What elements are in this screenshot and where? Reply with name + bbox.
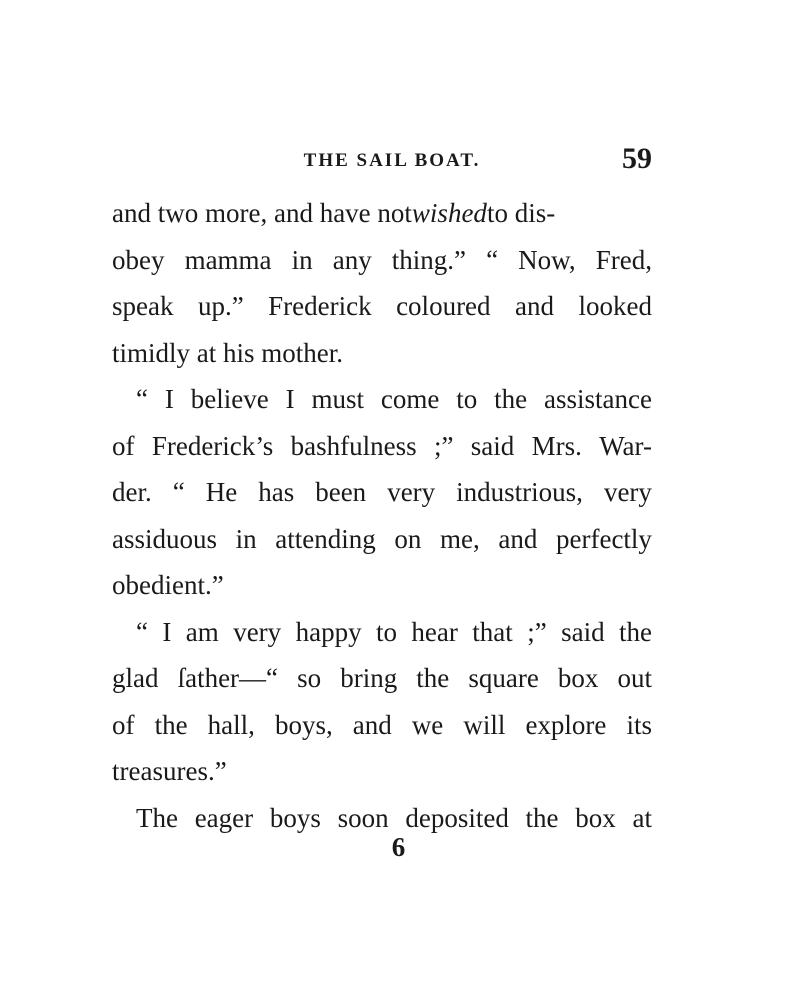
word: War- (599, 430, 652, 461)
word: square (468, 663, 539, 693)
text-line (112, 469, 652, 516)
word: will (463, 709, 506, 740)
word: perfectly (556, 523, 652, 554)
word: ;” (433, 430, 454, 461)
word: der. (112, 477, 152, 507)
word: been (315, 477, 367, 507)
body-text (112, 190, 652, 841)
text-line (112, 423, 652, 470)
word: “ (136, 384, 148, 414)
word: any (332, 244, 372, 275)
word: Frederick’s (151, 430, 274, 461)
word: coloured (396, 291, 491, 321)
word: the (619, 616, 652, 647)
text-line (112, 655, 652, 702)
word: deposited (405, 802, 509, 833)
word: and (352, 709, 392, 740)
word: said (470, 430, 515, 461)
word: Now, (518, 244, 576, 275)
word: very (387, 477, 436, 507)
word: of (112, 709, 135, 740)
word: I (164, 384, 174, 414)
word: very (603, 477, 652, 507)
text-line (112, 190, 652, 237)
word: has (258, 477, 295, 507)
running-head (112, 138, 652, 182)
word: hear (411, 616, 458, 647)
word: out (617, 663, 652, 693)
word: bashfulness (290, 430, 417, 461)
word: to (456, 384, 478, 414)
word: and (498, 523, 538, 554)
word: up.” (197, 291, 244, 321)
word: I (285, 384, 295, 414)
word: boys (269, 802, 321, 833)
word: hall, (207, 709, 255, 740)
word: “ (136, 616, 148, 647)
word: assistance (543, 384, 652, 414)
word: me, (440, 523, 480, 554)
text-line: treasures.” (112, 756, 227, 786)
word: I (162, 616, 172, 647)
page-number: 59 (622, 142, 652, 175)
word: obey (112, 244, 165, 275)
text-line (112, 237, 652, 284)
word: The (136, 802, 178, 833)
word: industrious, (456, 477, 583, 507)
word: of (112, 430, 135, 461)
word: assiduous (112, 523, 218, 554)
word: “ (172, 477, 185, 507)
word: attending (275, 523, 376, 554)
text-line (112, 376, 652, 423)
emphasis: wished (411, 198, 487, 228)
word: the (416, 663, 450, 693)
word: box (557, 663, 599, 693)
word: on (394, 523, 422, 554)
text-line (112, 516, 652, 563)
text-line: obedient.” (112, 570, 224, 600)
word: explore (525, 709, 607, 740)
word: the (154, 709, 188, 740)
word: am (185, 616, 219, 647)
word: the (494, 384, 528, 414)
word: said (561, 616, 605, 647)
word: that (472, 616, 513, 647)
word: Mrs. (531, 430, 582, 461)
word: to (375, 616, 397, 647)
word: boys, (274, 709, 333, 740)
text-line (112, 609, 652, 656)
word: we (411, 709, 444, 740)
word: bring (340, 663, 398, 693)
running-title: THE SAIL BOAT. (303, 150, 481, 171)
word: its (626, 709, 652, 740)
word: must (311, 384, 364, 414)
word: box (575, 802, 616, 833)
text-segment: and two more, and have notwishedto dis- (112, 198, 556, 228)
word: and (515, 291, 554, 321)
text-line (112, 702, 652, 749)
word: Fred, (595, 244, 652, 275)
word: in (235, 523, 257, 554)
word: speak (112, 291, 174, 321)
word: Frederick (268, 291, 372, 321)
word: in (291, 244, 313, 275)
word: He (205, 477, 238, 507)
word: glad (112, 663, 159, 693)
word: ;” (527, 616, 547, 647)
word: happy (295, 616, 362, 647)
signature-mark: 6 (391, 832, 406, 862)
word: soon (337, 802, 389, 833)
word: very (233, 616, 282, 647)
word: mamma (184, 244, 272, 275)
word: so (297, 663, 322, 693)
word: looked (578, 291, 652, 321)
text-line (112, 283, 652, 330)
word: eager (194, 802, 254, 833)
text-line: timidly at his mother. (112, 337, 343, 368)
word: thing.” (391, 244, 467, 275)
word: at (632, 802, 652, 833)
word: “ (486, 244, 499, 275)
word: come (380, 384, 440, 414)
word: the (525, 802, 559, 833)
word: believe (190, 384, 269, 414)
word: ſather—“ (177, 663, 279, 693)
